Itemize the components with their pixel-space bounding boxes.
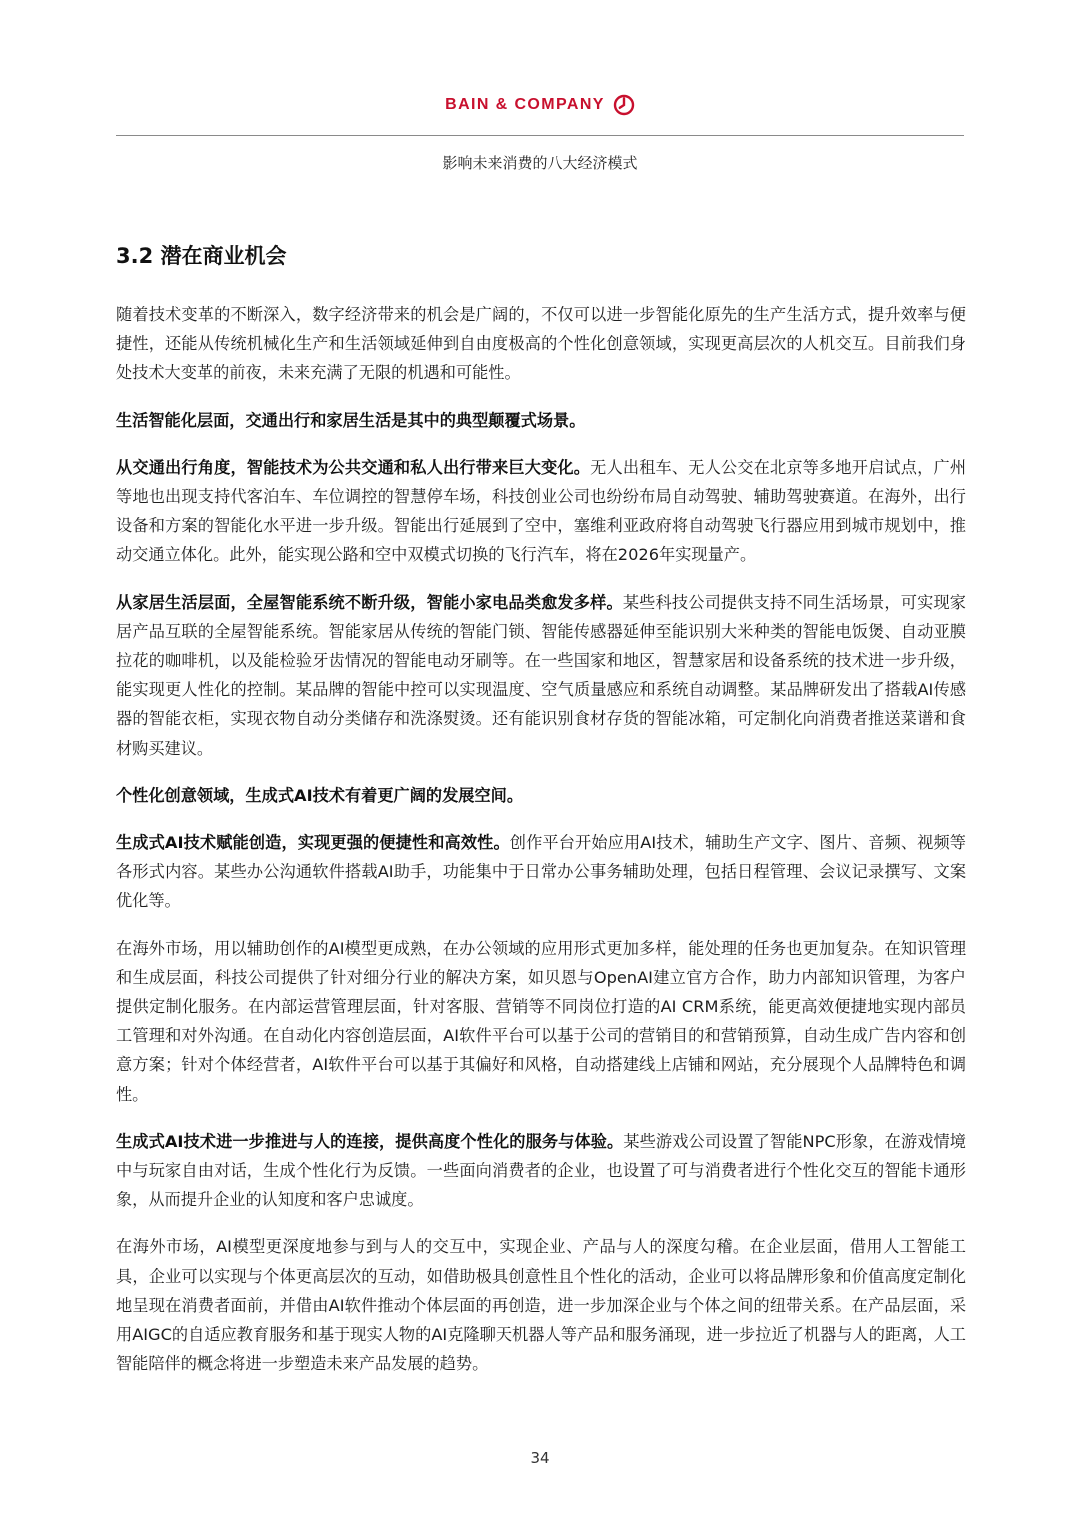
paragraph-life-intelligence <box>116 406 966 435</box>
paragraph-lead: 个性化创意领域，生成式AI技术有着更广阔的发展空间。 <box>116 785 524 805</box>
brand-logo <box>445 94 635 116</box>
paragraph-intro <box>116 300 966 388</box>
paragraph-text: 某些科技公司提供支持不同生活场景，可实现家居产品互联的全屋智能系统。智能家居从传统的智能门锁、智能传感器延伸至能识别大米种类的智能电饭煲、自动亚膜拉花的咖啡机，以及能检验牙齿情况的智能电动牙刷等。在一些国家和地区，智慧家居和设备系统的技术进一步升级，能实现更人性化的控制。某品牌的智能中控可以实现温度、空气质量感应和系统自动调整。某品牌研发出了搭载AI传感器的智能衣柜，实现衣物自动分类储存和洗涤熨烫。还有能识别食材存货的智能冰箱，可定制化向消费者推送菜谱和食材购买建议。 <box>116 592 967 758</box>
paragraph-lead: 从交通出行角度，智能技术为公共交通和私人出行带来巨大变化。 <box>116 457 591 477</box>
paragraph-text: 在海外市场，AI模型更深度地参与到与人的交互中，实现企业、产品与人的深度勾稽。在企业层面，借用人工智能工具，企业可以实现与个体更高层次的互动，如借助极具创意性且个性化的活动，企业可以将品牌形象和价值高度定制化地呈现在消费者面前，并借由AI软件推动个体层面的再创造，进一步加深企业与个体之间的纽带关系。在产品层面，采用AIGC的自适应教育服务和基于现实人物的AI克隆聊天机器人等产品和服务涌现，进一步拉近了机器与人的距离，人工智能陪伴的概念将进一步塑造未来产品发展的趋势。 <box>116 1237 966 1374</box>
page-number: 34 <box>530 1449 550 1467</box>
paragraph-creative-field <box>116 781 966 810</box>
paragraph-home <box>116 588 966 763</box>
paragraph-overseas-tools <box>116 934 966 1109</box>
brand-wordmark: BAIN & COMPANY <box>445 96 605 113</box>
paragraph-text: 随着技术变革的不断深入，数字经济带来的机会是广阔的，不仅可以进一步智能化原先的生产生活方式，提升效率与便捷性，还能从传统机械化生产和生活领域延伸到自由度极高的个性化创意领域，实现更高层次的人机交互。目前我们身处技术大变革的前夜，未来充满了无限的机遇和可能性。 <box>116 305 966 383</box>
page-header <box>116 88 964 122</box>
document-subtitle: 影响未来消费的八大经济模式 <box>442 154 638 172</box>
paragraph-transport <box>116 453 966 570</box>
paragraph-lead: 生活智能化层面，交通出行和家居生活是其中的典型颠覆式场景。 <box>116 410 586 430</box>
paragraph-genai-creation <box>116 828 966 916</box>
paragraph-lead: 生成式AI技术赋能创造，实现更强的便捷性和高效性。 <box>116 833 510 853</box>
paragraph-lead: 从家居生活层面，全屋智能系统不断升级，智能小家电品类愈发多样。 <box>116 592 623 612</box>
bain-circle-logo-icon <box>613 94 635 116</box>
paragraph-text: 无人出租车、无人公交在北京等多地开启试点，广州等地也出现支持代客泊车、车位调控的智慧停车场，科技创业公司也纷纷布局自动驾驶、辅助驾驶赛道。在海外，出行设备和方案的智能化水平进一步升级。智能出行延展到了空中，塞维利亚政府将自动驾驶飞行器应用到城市规划中，推动交通立体化。此外，能实现公路和空中双模式切换的飞行汽车，将在2026年实现量产。 <box>116 457 967 565</box>
main-content <box>116 236 966 1397</box>
paragraph-lead: 生成式AI技术进一步推进与人的连接，提供高度个性化的服务与体验。 <box>116 1131 624 1151</box>
paragraph-overseas-interaction <box>116 1232 966 1378</box>
header-divider <box>116 135 964 136</box>
paragraph-text: 在海外市场，用以辅助创作的AI模型更成熟，在办公领域的应用形式更加多样，能处理的任务也更加复杂。在知识管理和生成层面，科技公司提供了针对细分行业的解决方案，如贝恩与OpenAI建立官方合作，助力内部知识管理，为客户提供定制化服务。在内部运营管理层面，针对客服、营销等不同岗位打造的AI CRM系统，能更高效便捷地实现内部员工管理和对外沟通。在自动化内容创造层面，AI软件平台可以基于公司的营销目的和营销预算，自动生成广告内容和创意方案；针对个体经营者，AI软件平台可以基于其偏好和风格，自动搭建线上店铺和网站，充分展现个人品牌特色和调性。 <box>116 938 966 1104</box>
section-heading: 3.2 潜在商业机会 <box>116 244 287 268</box>
paragraph-genai-connection <box>116 1127 966 1215</box>
paragraph-text: 某些游戏公司设置了智能NPC形象，在游戏情境中与玩家自由对话，生成个性化行为反馈。一些面向消费者的企业，也设置了可与消费者进行个性化交互的智能卡通形象，从而提升企业的认知度和客户忠诚度。 <box>116 1131 966 1210</box>
paragraph-text: 创作平台开始应用AI技术，辅助生产文字、图片、音频、视频等各形式内容。某些办公沟通软件搭载AI助手，功能集中于日常办公事务辅助处理，包括日程管理、会议记录撰写、文案优化等。 <box>116 833 966 911</box>
